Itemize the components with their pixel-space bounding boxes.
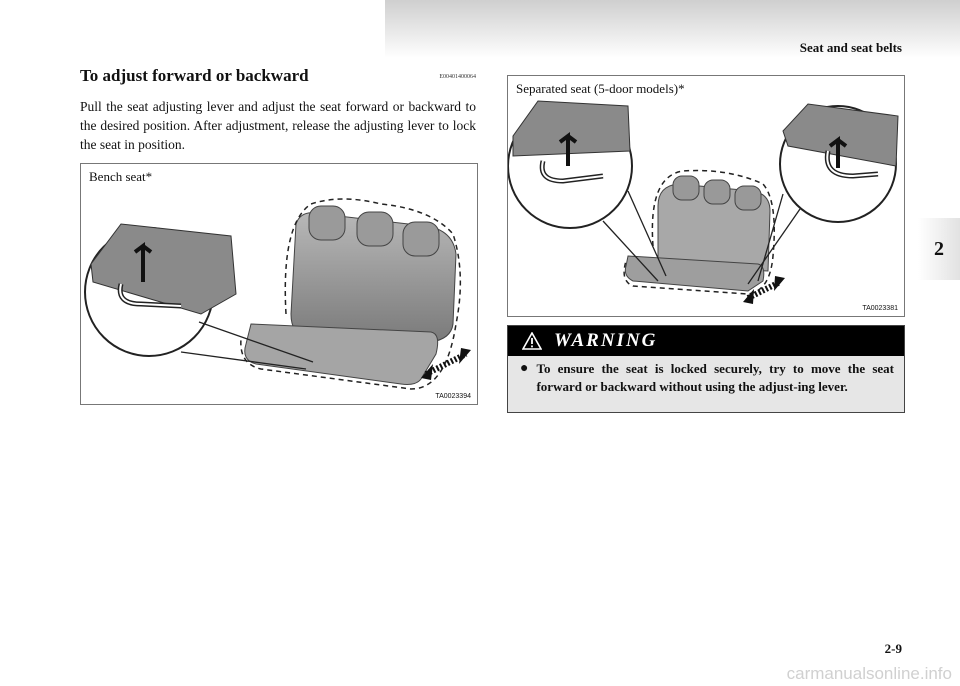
bench-seat-illustration: [81, 164, 477, 404]
bench-seat-label: Bench seat*: [89, 169, 153, 184]
separated-seat-label: Separated seat (5-door models)*: [516, 81, 685, 96]
page-number: 2-9: [884, 641, 902, 656]
chapter-number: 2: [934, 237, 944, 260]
warning-item: [508, 356, 904, 396]
bench-seat-figure-code: TA0023394: [435, 393, 471, 400]
chapter-tab: [918, 218, 960, 280]
warning-triangle-icon: [522, 332, 542, 350]
separated-seat-figure-code: TA0023381: [862, 305, 898, 312]
separated-seat-figure: [507, 75, 905, 317]
warning-text: To ensure the seat is locked securely, try to move the seat forward or backward without using the adjust-ing lever.: [536, 361, 894, 394]
separated-seat-illustration: [508, 76, 904, 316]
warning-title: WARNING: [554, 330, 658, 351]
section-code: E00401400064: [439, 74, 476, 80]
bench-seat-figure: [80, 163, 478, 405]
watermark: carmanualsonline.info: [786, 664, 952, 683]
bullet-icon: ●: [520, 361, 529, 376]
section-title: To adjust forward or backward: [80, 66, 309, 85]
page-header-title: Seat and seat belts: [799, 40, 902, 55]
warning-box: [507, 325, 905, 413]
section-body: Pull the seat adjusting lever and adjust the seat forward or backward to the desired position. After adjustment, release the adjusting lever to lock the seat in position.: [80, 99, 476, 152]
section-heading: [80, 66, 476, 86]
warning-header: [508, 326, 904, 356]
